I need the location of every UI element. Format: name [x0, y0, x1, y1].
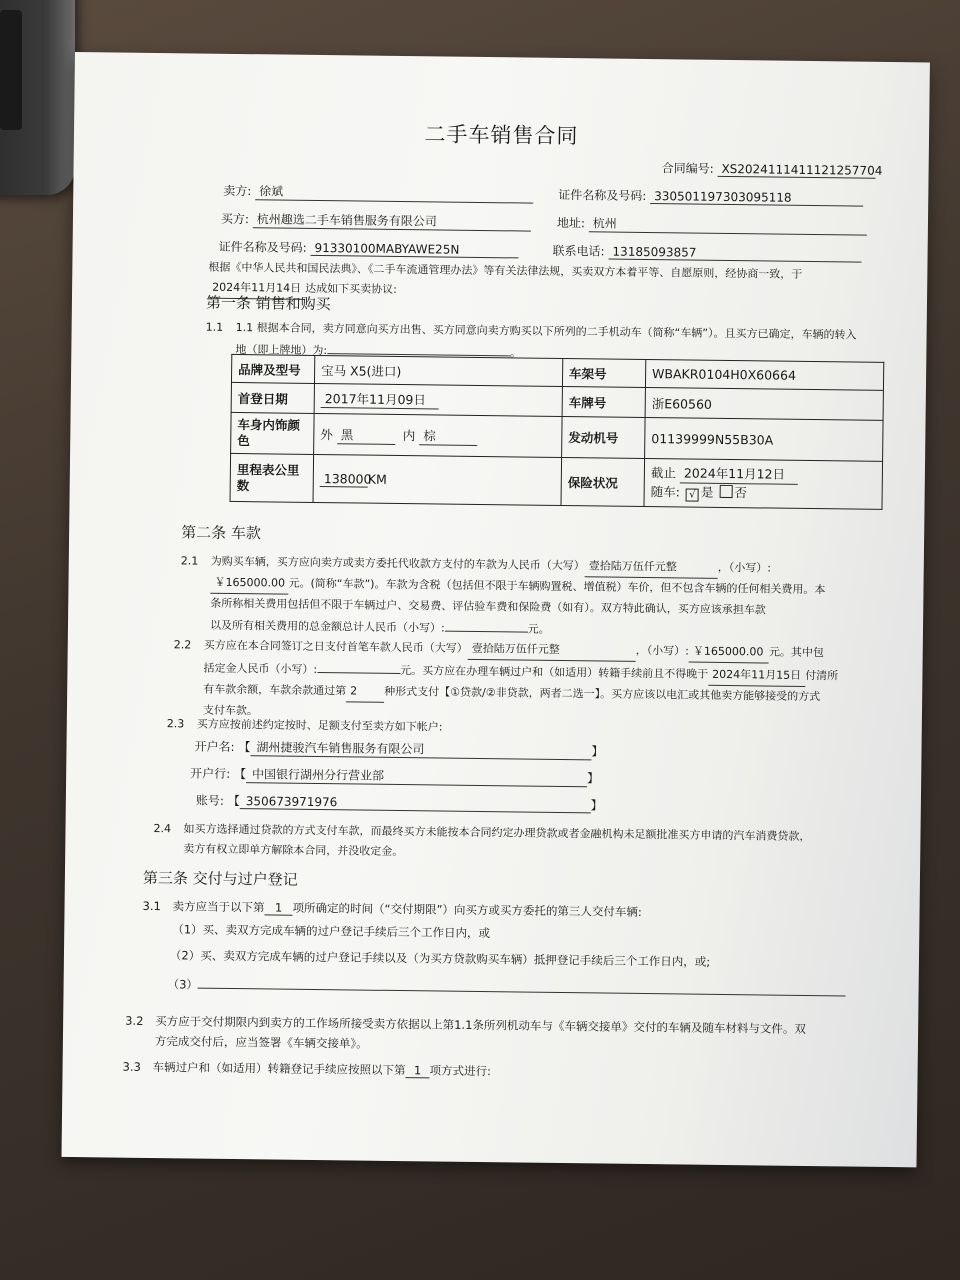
reg-date-label: 首登日期: [231, 382, 314, 413]
clause-2-1-text-c: 元。(简称“车款”)。车款为含税（包括但不限于车辆购置税、增值税）车价，但不包含车辆的任何相关费用。本: [288, 576, 826, 597]
outer-color: 黑: [337, 425, 395, 445]
address-label: 地址:: [556, 215, 586, 231]
phone-row: [553, 242, 862, 263]
price-upper: 壹拾陆万伍仟元整: [585, 556, 718, 579]
seller-id-row: [558, 186, 863, 207]
right-bracket: 】: [591, 744, 604, 759]
insurance-cell: [644, 458, 883, 509]
clause-2-2-text-d: 括定金人民币（小写）:: [203, 661, 318, 677]
phone: 13185093857: [608, 245, 861, 263]
clause-3-1-text-a: 卖方应当于以下第: [172, 899, 265, 915]
clause-2-2-text-i: 支付车款。: [202, 703, 259, 718]
mileage-cell: [313, 454, 562, 505]
seller-name: 徐斌: [255, 182, 533, 203]
table-row: [230, 453, 883, 509]
inner-color-label: 内: [402, 427, 416, 443]
insurance-with-label: 随车:: [650, 484, 680, 500]
phone-label: 联系电话:: [552, 243, 605, 259]
color-label: 车身内饰颜色: [231, 412, 314, 454]
clause-3-3-text-a: 车辆过户和（如适用）转籍登记手续应按照以下第: [152, 1060, 406, 1078]
bank-name: 中国银行湖州分行营业部: [246, 765, 587, 787]
clause-2-1-text-b: ，（小写）:: [717, 560, 772, 575]
account-name-row: [194, 738, 603, 761]
price-lower: ￥165000.00: [210, 573, 288, 595]
registration-place: [327, 339, 510, 356]
engine-label: 发动机号: [562, 416, 645, 458]
buyer-id: 91330100MABYAWE25N: [310, 241, 518, 259]
clause-3-3-text-b: 项方式进行:: [429, 1063, 492, 1079]
mileage-label: 里程表公里数: [230, 453, 314, 502]
mileage-unit: KM: [367, 471, 387, 487]
contract-number: XS2024111411121257704: [717, 162, 875, 179]
contract-number-label: 合同编号:: [661, 161, 714, 176]
clause-2-2-number: 2.2: [173, 638, 192, 652]
clause-3-1-text-b: 项所确定的时间（“交付期限”）向买方或买方委托的第三人交付车辆:: [292, 900, 642, 919]
clause-2-2-text-g: 有车款余额，车款余款通过第: [203, 682, 347, 698]
account-number-label: 账号:: [195, 793, 224, 808]
delivery-option: 1: [264, 900, 292, 915]
laptop-keys: [0, 10, 22, 130]
insurance-yes-checkbox[interactable]: √: [686, 488, 699, 501]
brand-value: 宝马 X5(进口): [314, 355, 562, 386]
clause-2-4-number: 2.4: [153, 822, 172, 836]
color-cell: [314, 413, 562, 457]
clause-2-3-text: 买方应按前述约定按时、足额支付至卖方如下帐户:: [196, 717, 443, 734]
buyer-id-row: [219, 238, 519, 259]
insurance-yes-label: 是: [700, 484, 714, 500]
preamble-text: 根据《中华人民共和国民法典》、《二手车流通管理办法》等有关法律法规，买卖双方本着平等、自愿原则，经协商一致，于: [208, 260, 803, 281]
insurance-label: 保险状况: [561, 457, 645, 506]
buyer-label: 买方:: [220, 211, 250, 227]
payment-method: 2: [346, 681, 384, 702]
left-bracket: 【: [238, 740, 251, 755]
contract-title: 二手车销售合同: [424, 122, 579, 149]
account-number: 350673971976: [240, 794, 591, 813]
clause-3-2: [125, 1011, 895, 1060]
preamble-tail: 达成如下买卖协议:: [305, 281, 397, 296]
clause-1-1-number: 1.1: [205, 320, 224, 334]
clause-2-4-text-a: 如买方选择通过贷款的方式支付车款，而最终买方未能按本合同约定办理贷款或者金融机构未足额批准买方申请的汽车消费贷款，: [183, 822, 811, 844]
account-name-label: 开户名:: [194, 739, 235, 755]
right-bracket: 】: [590, 798, 603, 813]
delivery-option-3: [168, 973, 847, 1000]
left-bracket: 【: [227, 793, 240, 809]
bank-row: [190, 764, 599, 787]
clause-3-2-text-a: 买方应于交付期限内到卖方的工作场所接受卖方依据以上第1.1条所列机动车与《车辆交接单》交付的车辆及随车材料与文件。双: [155, 1014, 807, 1037]
clause-3-1: [142, 898, 641, 920]
clause-2-3: [167, 715, 443, 734]
account-number-row: [196, 792, 603, 814]
clause-2-1-text-f: 元。: [527, 622, 550, 636]
transfer-option: 1: [405, 1063, 429, 1078]
clause-3-2-number: 3.2: [125, 1013, 144, 1028]
insurance-until: 2024年11月12日: [680, 464, 798, 484]
clause-2-1-text-e: 以及所有相关费用的总金额总计人民币（小写）:: [209, 618, 445, 635]
first-payment-upper: 壹拾陆万伍仟元整: [468, 639, 636, 662]
buyer-row: [221, 210, 531, 232]
clause-2-1: [180, 551, 891, 644]
clause-2-4: [153, 819, 893, 868]
delivery-option-1: （1）买、卖双方完成车辆的过户登记手续后三个工作日内，或: [172, 922, 491, 941]
balance-due-date: 2024年11月15日: [708, 665, 805, 687]
clause-2-2: [173, 635, 890, 729]
plate-value: 浙E60560: [645, 387, 883, 420]
laptop-corner: [0, 0, 75, 195]
brand-label: 品牌及型号: [231, 354, 314, 383]
clause-3-2-text-b: 方完成交付后，应当签署《车辆交接单》。: [154, 1034, 368, 1051]
seller-row: [223, 182, 533, 204]
delivery-option-2: （2）买、卖双方完成车辆的过户登记手续以及（为买方贷款购买车辆）抵押登记手续后三个工作日内，或;: [169, 948, 711, 969]
bank-label: 开户行:: [190, 766, 231, 781]
agreement-date: 2024年11月14日: [208, 278, 305, 300]
clause-3-1-number: 3.1: [142, 898, 161, 914]
clause-2-2-text-e: 元。买方应在办理车辆过户和（如适用）转籍手续前且不得晚于: [400, 664, 709, 681]
clause-3-3-number: 3.3: [122, 1059, 141, 1074]
delivery-option-3-blank: [198, 974, 846, 997]
inner-color: 棕: [419, 426, 477, 446]
clause-1-1-text: 1.1 根据本合同，卖方同意向买方出售、买方同意向卖方购买以下所列的二手机动车（简称“车辆”）。且买方已确定，车辆的转入: [235, 320, 857, 342]
section-2-title: 第二条 车款: [181, 523, 262, 543]
seller-id-label: 证件名称及号码:: [558, 187, 647, 203]
insurance-no-label: 否: [734, 485, 747, 501]
engine-value: 01139999N55B30A: [645, 417, 883, 461]
clause-2-4-text-b: 卖方有权立即单方解除本合同，并没收定金。: [183, 842, 404, 859]
reg-date-cell: [314, 383, 562, 416]
address: 杭州: [589, 214, 867, 235]
clause-2-1-text-a: 为购买车辆，买方应向卖方或卖方委托代收款方支付的车款为人民币（大写）: [210, 554, 585, 573]
reg-date-value: 2017年11月09日: [321, 389, 439, 409]
clause-2-2-text-h: 种形式支付【①贷款/②非贷款，两者二选一】。买方应该以电汇或其他卖方能够接受的方式: [384, 684, 821, 704]
first-payment-lower: ￥165000.00: [689, 642, 769, 664]
clause-2-1-number: 2.1: [180, 554, 199, 568]
seller-label: 卖方:: [223, 183, 252, 199]
section-3-title: 第三条 交付与过户登记: [142, 868, 298, 889]
outer-color-label: 外: [320, 426, 333, 442]
vin-label: 车架号: [562, 358, 645, 387]
clause-1-1-end: 。: [509, 346, 522, 360]
total-amount: [445, 617, 528, 633]
insurance-no-checkbox[interactable]: [719, 485, 732, 498]
vin-value: WBAKR0104H0X60664: [645, 359, 883, 390]
deposit-amount: [317, 658, 400, 674]
mileage-value: 138000: [320, 471, 368, 488]
clause-2-2-text-b: ，（小写）:: [635, 643, 690, 658]
clause-3-3: [123, 1059, 492, 1079]
plate-label: 车牌号: [562, 386, 645, 417]
section-1-title: 第一条 销售和购买: [205, 293, 331, 314]
clause-2-3-number: 2.3: [166, 717, 185, 731]
seller-id: 330501197303095118: [650, 189, 863, 207]
clause-2-2-text-f: 付清所: [805, 668, 839, 683]
vehicle-table: [230, 354, 885, 510]
buyer-name: 杭州趣选二手车销售服务有限公司: [253, 210, 531, 231]
right-bracket: 】: [586, 771, 600, 786]
left-bracket: 【: [233, 766, 247, 782]
contract-number-row: [661, 159, 883, 179]
insurance-until-label: 截止: [650, 465, 677, 481]
buyer-id-label: 证件名称及号码:: [218, 239, 307, 255]
clause-2-2-text-c: 元。其中包: [768, 645, 825, 660]
delivery-option-3-label: （3）: [167, 977, 199, 992]
clause-2-2-text-a: 买方应在本合同签订之日支付首笔车款人民币（大写）: [203, 638, 468, 655]
account-name: 湖州捷骏汽车销售服务有限公司: [250, 738, 591, 760]
contract-page: [62, 52, 930, 1167]
clause-2-1-text-d: 条所称相关费用包括但不限于车辆过户、交易费、评估验车费和保险费（如有）。双方特此确认，买方应该承担车款: [210, 596, 766, 617]
clause-1-1-text-2: 地（即上牌地）为:: [235, 342, 328, 358]
address-row: [557, 214, 867, 236]
